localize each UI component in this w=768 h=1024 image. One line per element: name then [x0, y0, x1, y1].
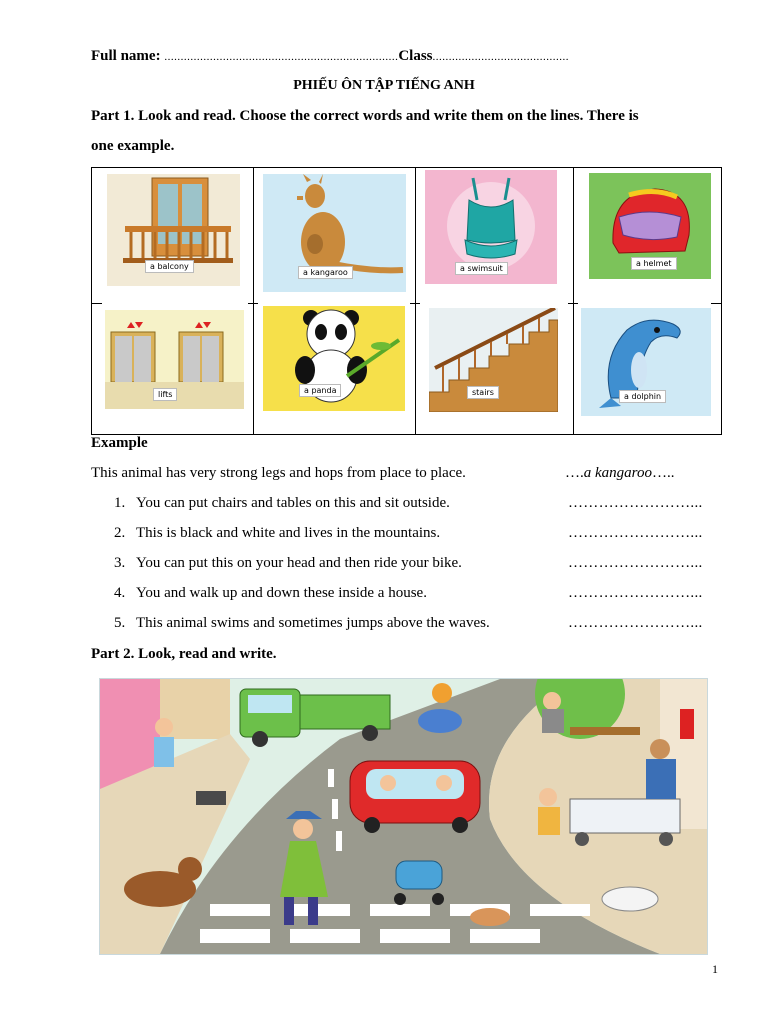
question-5-number: 5. [114, 615, 126, 631]
picture-grid [91, 167, 722, 435]
example-answer-text: a kangaroo [583, 465, 652, 481]
class-dots[interactable]: .......................................... [432, 51, 570, 63]
street-scene-icon [100, 679, 707, 954]
swimsuit-picture [425, 170, 557, 284]
panda-caption: a panda [299, 384, 341, 397]
kangaroo-caption: a kangaroo [298, 266, 353, 279]
page-number: 1 [712, 962, 718, 976]
question-2-number: 2. [114, 525, 126, 541]
kangaroo-picture [263, 174, 406, 292]
panda-picture [263, 306, 405, 411]
full-name-label: Full name: [91, 48, 161, 64]
stairs-picture [429, 308, 558, 412]
helmet-picture [589, 173, 711, 279]
question-2-text: This is black and white and lives in the mountains. [136, 525, 441, 541]
question-4-number: 4. [114, 585, 126, 601]
lifts-picture [105, 310, 244, 409]
class-label: Class [398, 48, 433, 64]
part1-heading-line1: Part 1. Look and read. Choose the correct words and write them on the lines. There is [91, 108, 639, 124]
question-4-answer-blank[interactable]: ……………………... [568, 585, 703, 601]
question-5-answer-blank[interactable]: ……………………... [568, 615, 703, 631]
question-3-answer-blank[interactable]: ……………………... [568, 555, 703, 571]
balcony-picture [107, 174, 240, 286]
part2-heading: Part 2. Look, read and write. [91, 646, 277, 662]
question-3-number: 3. [114, 555, 126, 571]
question-4-text: You and walk up and down these inside a house. [136, 585, 427, 601]
example-sentence: This animal has very strong legs and hops from place to place. [91, 465, 466, 481]
part1-heading-line2: one example. [91, 138, 175, 154]
name-class-line [91, 48, 721, 65]
balcony-caption: a balcony [145, 260, 194, 273]
helmet-caption: a helmet [631, 257, 677, 270]
question-3-text: You can put this on your head and then ride your bike. [136, 555, 462, 571]
example-label: Example [91, 435, 148, 451]
dolphin-caption: a dolphin [619, 390, 666, 403]
lifts-caption: lifts [153, 388, 177, 401]
full-name-dots[interactable]: ........................................................................ [164, 51, 399, 63]
example-answer: ….a kangaroo….. [565, 465, 675, 481]
question-5-text: This animal swims and sometimes jumps above the waves. [136, 615, 490, 631]
dolphin-picture [581, 308, 711, 416]
street-scene-picture [99, 678, 708, 955]
stairs-caption: stairs [467, 386, 499, 399]
question-1-text: You can put chairs and tables on this and sit outside. [136, 495, 450, 511]
page-title: PHIẾU ÔN TẬP TIẾNG ANH [293, 78, 475, 93]
question-1-number: 1. [114, 495, 126, 511]
question-1-answer-blank[interactable]: ……………………... [568, 495, 703, 511]
question-2-answer-blank[interactable]: ……………………... [568, 525, 703, 541]
swimsuit-caption: a swimsuit [455, 262, 508, 275]
